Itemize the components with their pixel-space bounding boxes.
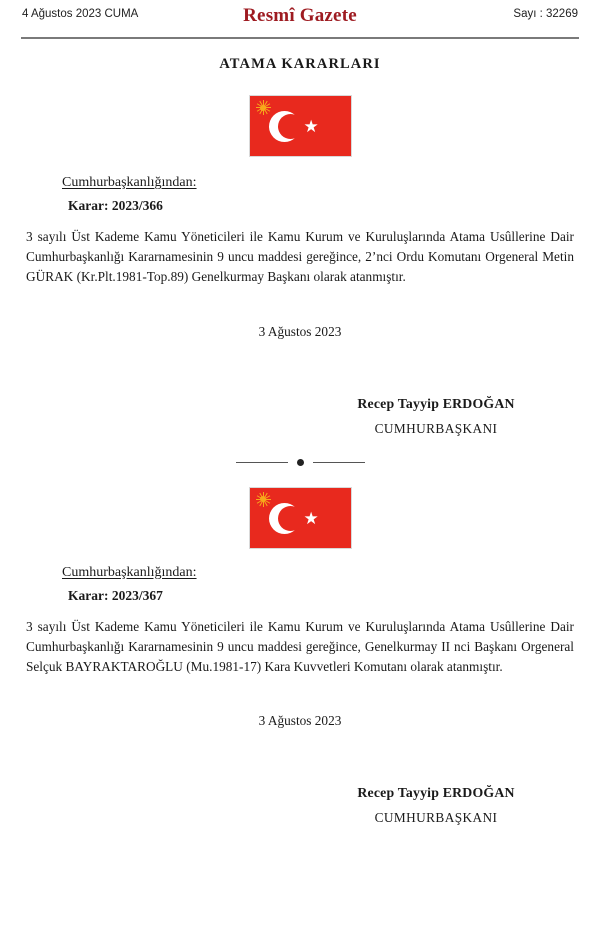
sun-emblem-icon: [257, 493, 270, 506]
decree-block-2: [0, 563, 600, 827]
decree-date: 3 Ağustos 2023: [258, 323, 342, 339]
signatory-name: Recep Tayyip ERDOĞAN: [357, 785, 515, 801]
decision-number: Karar: 2023/366: [68, 198, 163, 213]
decree-block-1: [0, 173, 600, 437]
decree-body-text: 3 sayılı Üst Kademe Kamu Yöneticileri ile Kamu Kurum ve Kuruluşlarında Atama Usûllerine Dair Cumhurbaşkanlığı Kararnamesinin 9 uncu maddesi gereğince, 2’nci Ordu Komutanı Orgeneral Metin GÜRAK (Kr.Plt.1981-Top.89) Genelkurmay Başkanı olarak atanmıştır.: [26, 229, 574, 285]
turkish-flag: [249, 95, 352, 157]
issue-number: Sayı : 32269: [513, 8, 578, 20]
turkish-flag: [249, 487, 352, 549]
gazette-title: Resmî Gazete: [243, 5, 357, 26]
section-separator: [0, 459, 600, 466]
signature-block: [26, 396, 574, 437]
decree-date: 3 Ağustos 2023: [258, 713, 342, 729]
issuing-authority-label: Cumhurbaşkanlığından:: [62, 175, 197, 190]
flag-container-2: [0, 487, 600, 549]
issuing-authority-label: Cumhurbaşkanlığından:: [62, 564, 197, 580]
masthead-divider: [21, 37, 579, 39]
signature-block: [26, 785, 574, 826]
signatory-title: CUMHURBAŞKANI: [374, 420, 498, 436]
sun-emblem-icon: [257, 101, 270, 114]
publication-date: 4 Ağustos 2023 CUMA: [22, 8, 139, 20]
separator-dot-icon: [297, 459, 304, 466]
signatory-title: CUMHURBAŞKANI: [374, 810, 498, 826]
signatory-name: Recep Tayyip ERDOĞAN: [357, 395, 515, 411]
flag-container-1: [0, 95, 600, 157]
page-title: ATAMA KARARLARI: [219, 56, 381, 72]
decision-number: Karar: 2023/367: [68, 587, 163, 603]
gazette-masthead: [0, 0, 600, 30]
decree-body-text: 3 sayılı Üst Kademe Kamu Yöneticileri ile Kamu Kurum ve Kuruluşlarında Atama Usûllerine Dair Cumhurbaşkanlığı Kararnamesinin 9 uncu maddesi gereğince, Genelkurmay II nci Başkanı Orgeneral Selçuk BAYRAKTAROĞLU (Mu.1981-17) Kara Kuvvetleri Komutanı olarak atanmıştır.: [26, 618, 574, 675]
